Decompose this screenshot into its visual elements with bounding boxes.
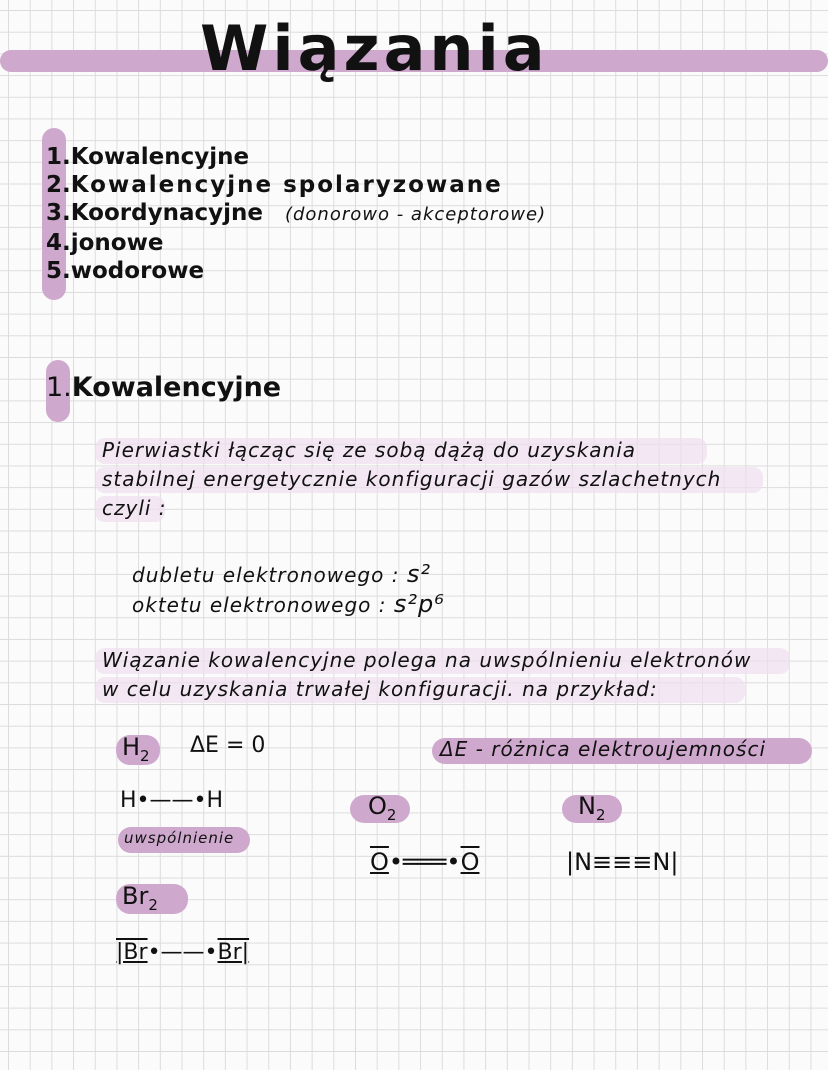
list-item	[46, 172, 503, 198]
h2-label	[122, 733, 150, 765]
o2-structure	[370, 848, 479, 876]
n2-label	[578, 792, 606, 824]
list-item	[46, 200, 546, 226]
double-bond: •═══•	[388, 848, 461, 876]
list-item	[46, 258, 204, 284]
formula-subscript: 2	[386, 805, 397, 824]
config-label: oktetu elektronowego :	[132, 593, 387, 617]
list-num: 1.	[46, 144, 71, 170]
list-label: jonowe	[70, 230, 164, 256]
page-title: Wiązania	[200, 12, 549, 85]
list-num: 5.	[46, 258, 71, 284]
atom: O	[460, 848, 480, 876]
list-note: (donorowo - akceptorowe)	[284, 204, 547, 225]
section-heading	[46, 372, 281, 403]
h2-caption: uwspólnienie	[124, 829, 235, 847]
config-octet	[132, 590, 445, 618]
section-title: Kowalencyjne	[71, 372, 282, 403]
delta-note: ΔE - różnica elektroujemności	[440, 737, 767, 761]
h2-structure: H•——•H	[120, 788, 224, 813]
definition-line: w celu uzyskania trwałej konfiguracji. na przykład:	[102, 677, 658, 701]
list-label: Kowalencyjne	[70, 144, 250, 170]
n2-structure: |N≡≡≡N|	[566, 848, 679, 876]
paragraph-line: czyli :	[102, 496, 167, 520]
definition-line: Wiązanie kowalencyjne polega na uwspólnieniu elektronów	[102, 648, 752, 672]
formula-symbol: Br	[122, 882, 149, 910]
h2-delta: ΔE = 0	[190, 733, 266, 758]
o2-label	[368, 792, 396, 824]
config-doublet	[132, 560, 431, 588]
paragraph-line: Pierwiastki łącząc się ze sobą dążą do uzyskania	[102, 438, 637, 462]
list-label: wodorowe	[70, 258, 205, 284]
list-num: 2.	[46, 172, 71, 198]
atom: Br|	[217, 940, 250, 965]
list-label: Kowalencyjne spolaryzowane	[70, 172, 503, 198]
br2-structure	[116, 940, 249, 965]
list-num: 4.	[46, 230, 71, 256]
section-num: 1.	[46, 372, 72, 403]
list-label: Koordynacyjne	[70, 200, 263, 226]
formula-subscript: 2	[595, 805, 606, 824]
formula-subscript: 2	[148, 895, 158, 914]
formula-symbol: O	[368, 792, 387, 820]
list-item	[46, 144, 249, 170]
list-item	[46, 230, 163, 256]
atom: O	[370, 848, 389, 876]
br2-label	[122, 882, 158, 914]
formula-subscript: 2	[140, 746, 150, 765]
formula-symbol: N	[578, 792, 596, 820]
paragraph-line: stabilnej energetycznie konfiguracji gazów szlachetnych	[102, 467, 722, 491]
config-label: dubletu elektronowego :	[132, 563, 400, 587]
single-bond: •——•	[147, 940, 218, 965]
config-formula: s²	[406, 560, 431, 588]
config-formula: s²p⁶	[393, 590, 445, 618]
formula-symbol: H	[122, 733, 141, 761]
atom: |Br	[116, 940, 148, 965]
list-num: 3.	[46, 200, 71, 226]
